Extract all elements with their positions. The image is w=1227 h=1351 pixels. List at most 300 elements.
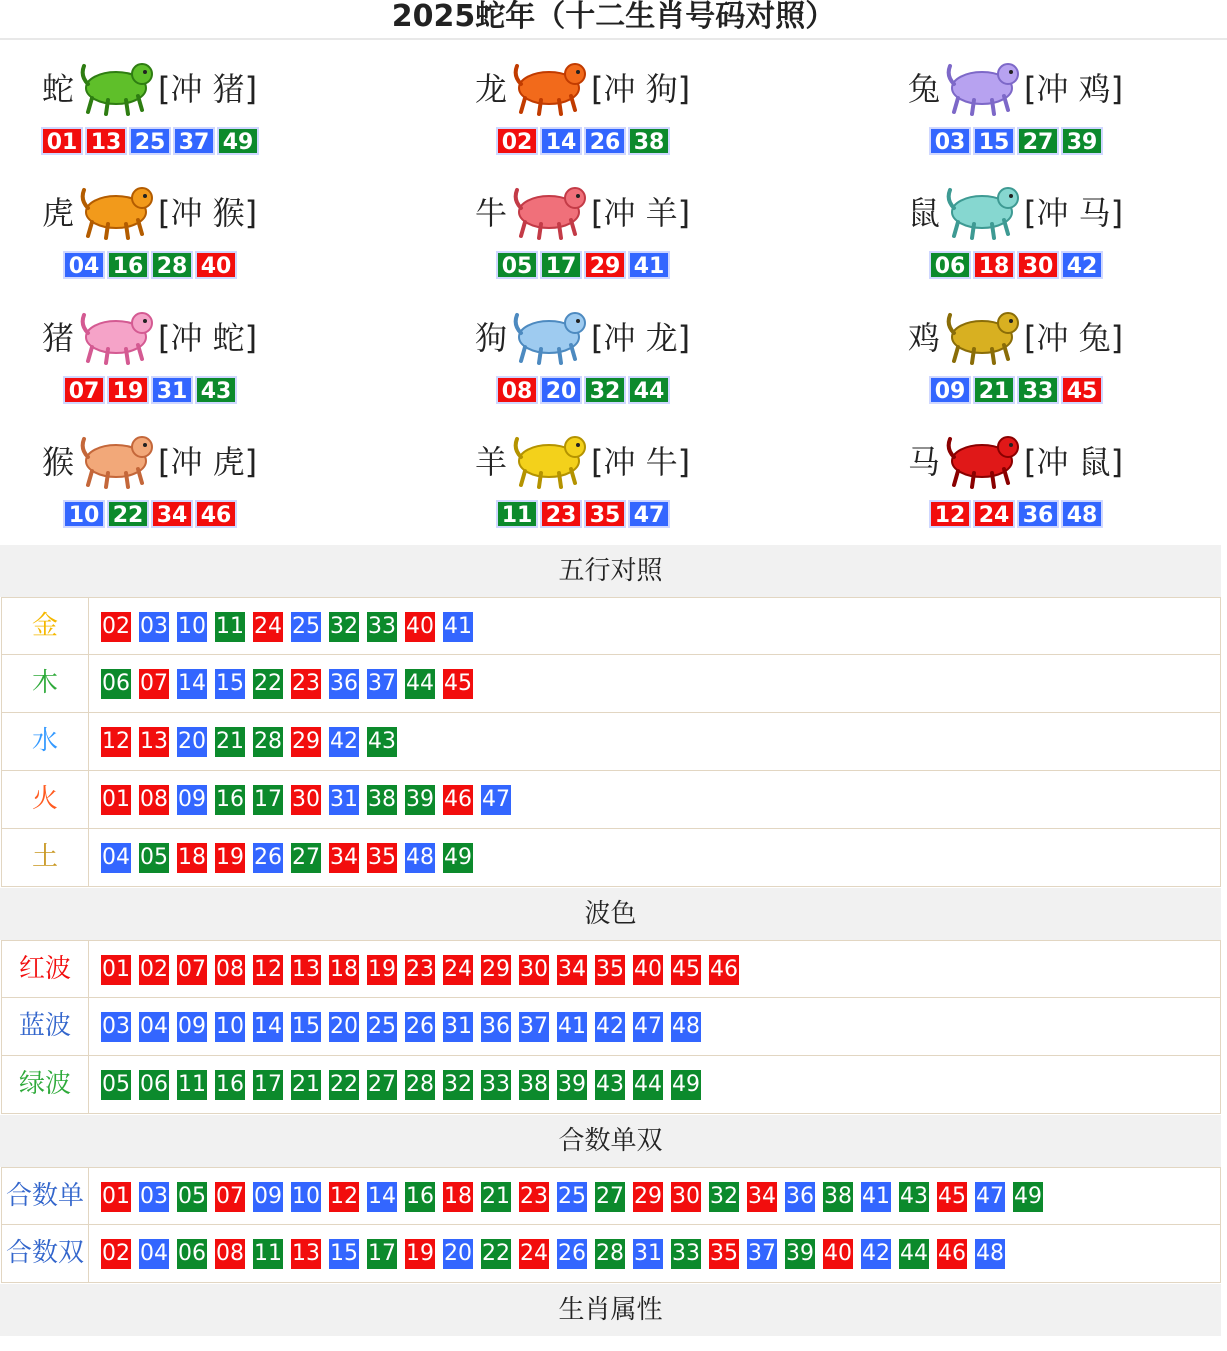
number-cell: 07: [139, 669, 169, 699]
zodiac-cell: [866, 164, 1166, 288]
number-cell: 48: [671, 1012, 701, 1042]
number-cell: 42: [329, 727, 359, 757]
number-cell: 20: [177, 727, 207, 757]
number-ball: 07: [63, 376, 105, 404]
zodiac-numbers: [0, 127, 300, 155]
number-cell: 14: [177, 669, 207, 699]
zodiac-numbers: [433, 127, 733, 155]
zodiac-header: [0, 178, 300, 238]
number-cell: 20: [443, 1239, 473, 1269]
pig-icon: [78, 303, 158, 365]
zodiac-header: [866, 54, 1166, 114]
number-cell: 34: [747, 1182, 777, 1212]
number-cell: 45: [443, 669, 473, 699]
number-ball: 35: [584, 500, 626, 528]
number-cell: 22: [253, 669, 283, 699]
number-cell: 05: [177, 1182, 207, 1212]
table-row: [1, 998, 1221, 1056]
zodiac-name: 猪: [42, 319, 75, 357]
number-cell: 46: [709, 955, 739, 985]
number-ball: 36: [1017, 500, 1059, 528]
zodiac-header: [433, 427, 733, 487]
zodiac-numbers: [866, 127, 1166, 155]
number-cell: 31: [329, 785, 359, 815]
zodiac-clash: [冲 鸡]: [1024, 70, 1124, 108]
number-cell: 35: [709, 1239, 739, 1269]
snake-icon: [78, 54, 158, 116]
number-cell: 39: [405, 785, 435, 815]
number-cell: 31: [633, 1239, 663, 1269]
rat-icon: [944, 178, 1024, 240]
zodiac-header: [866, 178, 1166, 238]
zodiac-clash: [冲 猪]: [158, 70, 258, 108]
number-cell: 21: [215, 727, 245, 757]
zodiac-cell: [433, 40, 733, 164]
number-cell: 37: [367, 669, 397, 699]
number-cell: 24: [519, 1239, 549, 1269]
zodiac-clash: [冲 蛇]: [158, 319, 258, 357]
row-numbers: [101, 612, 481, 642]
row-label: 蓝波: [2, 998, 89, 1055]
table-row: [1, 829, 1221, 887]
rabbit-icon: [944, 54, 1024, 116]
number-cell: 44: [405, 669, 435, 699]
number-cell: 10: [177, 612, 207, 642]
number-cell: 19: [215, 843, 245, 873]
zodiac-numbers: [866, 251, 1166, 279]
number-cell: 07: [215, 1182, 245, 1212]
number-cell: 41: [443, 612, 473, 642]
page-title: 2025蛇年（十二生肖号码对照）: [0, 0, 1227, 40]
number-cell: 22: [329, 1070, 359, 1100]
zodiac-header: [0, 427, 300, 487]
number-ball: 14: [540, 127, 582, 155]
number-ball: 46: [195, 500, 237, 528]
number-cell: 09: [177, 785, 207, 815]
number-cell: 45: [671, 955, 701, 985]
number-ball: 32: [584, 376, 626, 404]
number-cell: 40: [633, 955, 663, 985]
number-ball: 33: [1017, 376, 1059, 404]
table-row: [1, 940, 1221, 998]
number-cell: 04: [101, 843, 131, 873]
number-cell: 13: [291, 955, 321, 985]
number-cell: 05: [139, 843, 169, 873]
number-cell: 02: [101, 1239, 131, 1269]
number-cell: 15: [291, 1012, 321, 1042]
number-cell: 41: [861, 1182, 891, 1212]
number-cell: 26: [253, 843, 283, 873]
section-table: [1, 597, 1221, 887]
zodiac-name: 鼠: [908, 194, 941, 232]
section-table: [1, 1167, 1221, 1283]
number-cell: 13: [139, 727, 169, 757]
number-cell: 40: [823, 1239, 853, 1269]
zodiac-name: 兔: [908, 70, 941, 108]
number-cell: 29: [291, 727, 321, 757]
number-cell: 47: [975, 1182, 1005, 1212]
number-cell: 48: [975, 1239, 1005, 1269]
number-ball: 24: [973, 500, 1015, 528]
table-row: [1, 771, 1221, 829]
number-ball: 08: [496, 376, 538, 404]
section-table: [1, 940, 1221, 1114]
number-cell: 09: [177, 1012, 207, 1042]
row-numbers: [101, 785, 519, 815]
number-ball: 18: [973, 251, 1015, 279]
number-cell: 33: [481, 1070, 511, 1100]
number-cell: 22: [481, 1239, 511, 1269]
number-cell: 44: [899, 1239, 929, 1269]
section-title: 合数单双: [0, 1115, 1221, 1167]
number-cell: 02: [139, 955, 169, 985]
row-numbers: [101, 1070, 709, 1100]
number-ball: 39: [1061, 127, 1103, 155]
table-row: [1, 1225, 1221, 1283]
number-cell: 46: [443, 785, 473, 815]
number-ball: 13: [85, 127, 127, 155]
number-cell: 02: [101, 612, 131, 642]
zodiac-clash: [冲 猴]: [158, 194, 258, 232]
zodiac-name: 蛇: [42, 70, 75, 108]
number-cell: 36: [329, 669, 359, 699]
number-cell: 39: [785, 1239, 815, 1269]
zodiac-cell: [0, 413, 300, 537]
zodiac-name: 羊: [475, 443, 508, 481]
row-label: 土: [2, 829, 89, 886]
zodiac-header: [866, 427, 1166, 487]
number-cell: 27: [367, 1070, 397, 1100]
number-cell: 28: [253, 727, 283, 757]
zodiac-clash: [冲 鼠]: [1024, 443, 1124, 481]
number-cell: 09: [253, 1182, 283, 1212]
number-cell: 30: [671, 1182, 701, 1212]
zodiac-numbers: [866, 500, 1166, 528]
zodiac-header: [866, 303, 1166, 363]
number-ball: 38: [628, 127, 670, 155]
number-cell: 19: [367, 955, 397, 985]
number-cell: 33: [671, 1239, 701, 1269]
number-ball: 26: [584, 127, 626, 155]
row-numbers: [101, 955, 747, 985]
number-cell: 01: [101, 1182, 131, 1212]
number-cell: 26: [557, 1239, 587, 1269]
number-cell: 04: [139, 1239, 169, 1269]
zodiac-cell: [866, 289, 1166, 413]
number-cell: 47: [633, 1012, 663, 1042]
goat-icon: [511, 427, 591, 489]
tiger-icon: [78, 178, 158, 240]
zodiac-name: 马: [908, 443, 941, 481]
zodiac-grid: [0, 40, 1227, 544]
number-cell: 38: [823, 1182, 853, 1212]
number-cell: 23: [519, 1182, 549, 1212]
number-cell: 12: [253, 955, 283, 985]
number-cell: 19: [405, 1239, 435, 1269]
zodiac-clash: [冲 狗]: [591, 70, 691, 108]
zodiac-header: [433, 54, 733, 114]
number-ball: 29: [584, 251, 626, 279]
zodiac-clash: [冲 龙]: [591, 319, 691, 357]
number-ball: 16: [107, 251, 149, 279]
number-cell: 06: [101, 669, 131, 699]
number-ball: 05: [496, 251, 538, 279]
number-cell: 30: [291, 785, 321, 815]
zodiac-clash: [冲 羊]: [591, 194, 691, 232]
zodiac-header: [0, 303, 300, 363]
number-ball: 25: [129, 127, 171, 155]
number-ball: 01: [41, 127, 83, 155]
number-cell: 43: [367, 727, 397, 757]
horse-icon: [944, 427, 1024, 489]
row-label: 绿波: [2, 1056, 89, 1113]
zodiac-cell: [433, 164, 733, 288]
zodiac-numbers: [866, 376, 1166, 404]
number-ball: 19: [107, 376, 149, 404]
zodiac-clash: [冲 马]: [1024, 194, 1124, 232]
zodiac-cell: [433, 413, 733, 537]
row-label: 合数单: [2, 1168, 89, 1224]
number-ball: 06: [929, 251, 971, 279]
number-cell: 28: [595, 1239, 625, 1269]
number-cell: 18: [443, 1182, 473, 1212]
number-cell: 26: [405, 1012, 435, 1042]
row-label: 合数双: [2, 1225, 89, 1282]
row-label: 水: [2, 713, 89, 770]
number-cell: 12: [101, 727, 131, 757]
number-cell: 05: [101, 1070, 131, 1100]
number-cell: 16: [215, 1070, 245, 1100]
number-cell: 36: [481, 1012, 511, 1042]
number-cell: 24: [443, 955, 473, 985]
number-cell: 23: [405, 955, 435, 985]
number-cell: 45: [937, 1182, 967, 1212]
number-cell: 18: [177, 843, 207, 873]
number-ball: 27: [1017, 127, 1059, 155]
number-cell: 10: [215, 1012, 245, 1042]
row-numbers: [101, 1012, 709, 1042]
number-ball: 31: [151, 376, 193, 404]
number-cell: 43: [899, 1182, 929, 1212]
number-ball: 48: [1061, 500, 1103, 528]
section-title: 生肖属性: [0, 1284, 1221, 1336]
number-cell: 16: [405, 1182, 435, 1212]
number-ball: 43: [195, 376, 237, 404]
section-title: 五行对照: [0, 545, 1221, 597]
number-cell: 42: [861, 1239, 891, 1269]
number-cell: 08: [215, 1239, 245, 1269]
number-cell: 36: [785, 1182, 815, 1212]
zodiac-numbers: [433, 500, 733, 528]
number-cell: 15: [329, 1239, 359, 1269]
number-cell: 17: [253, 785, 283, 815]
table-row: [1, 597, 1221, 655]
zodiac-numbers: [0, 251, 300, 279]
number-ball: 34: [151, 500, 193, 528]
table-row: [1, 713, 1221, 771]
number-ball: 04: [63, 251, 105, 279]
zodiac-name: 龙: [475, 70, 508, 108]
number-ball: 22: [107, 500, 149, 528]
number-cell: 44: [633, 1070, 663, 1100]
row-label: 木: [2, 655, 89, 712]
zodiac-name: 牛: [475, 194, 508, 232]
number-ball: 23: [540, 500, 582, 528]
number-cell: 12: [329, 1182, 359, 1212]
number-cell: 37: [519, 1012, 549, 1042]
row-label: 火: [2, 771, 89, 828]
number-cell: 11: [253, 1239, 283, 1269]
number-ball: 17: [540, 251, 582, 279]
number-cell: 11: [177, 1070, 207, 1100]
number-cell: 27: [291, 843, 321, 873]
zodiac-header: [0, 54, 300, 114]
number-cell: 03: [101, 1012, 131, 1042]
number-cell: 41: [557, 1012, 587, 1042]
zodiac-name: 虎: [42, 194, 75, 232]
number-cell: 07: [177, 955, 207, 985]
number-ball: 37: [173, 127, 215, 155]
number-ball: 10: [63, 500, 105, 528]
row-label: 金: [2, 598, 89, 654]
number-cell: 34: [329, 843, 359, 873]
row-numbers: [101, 1182, 1051, 1212]
zodiac-numbers: [0, 500, 300, 528]
number-cell: 08: [139, 785, 169, 815]
row-numbers: [101, 1239, 1013, 1269]
number-ball: 20: [540, 376, 582, 404]
number-cell: 25: [557, 1182, 587, 1212]
number-cell: 46: [937, 1239, 967, 1269]
number-cell: 30: [519, 955, 549, 985]
number-cell: 27: [595, 1182, 625, 1212]
number-cell: 06: [139, 1070, 169, 1100]
zodiac-numbers: [433, 376, 733, 404]
number-cell: 29: [481, 955, 511, 985]
number-cell: 33: [367, 612, 397, 642]
number-cell: 25: [291, 612, 321, 642]
zodiac-cell: [0, 289, 300, 413]
zodiac-cell: [0, 164, 300, 288]
number-cell: 47: [481, 785, 511, 815]
number-cell: 35: [595, 955, 625, 985]
number-ball: 44: [628, 376, 670, 404]
section-title: 波色: [0, 888, 1221, 940]
number-ball: 30: [1017, 251, 1059, 279]
number-ball: 42: [1061, 251, 1103, 279]
number-cell: 18: [329, 955, 359, 985]
row-numbers: [101, 669, 481, 699]
number-cell: 03: [139, 1182, 169, 1212]
zodiac-name: 鸡: [908, 319, 941, 357]
number-cell: 39: [557, 1070, 587, 1100]
number-cell: 32: [443, 1070, 473, 1100]
number-cell: 10: [291, 1182, 321, 1212]
number-cell: 11: [215, 612, 245, 642]
number-cell: 17: [367, 1239, 397, 1269]
zodiac-clash: [冲 兔]: [1024, 319, 1124, 357]
row-numbers: [101, 843, 481, 873]
zodiac-cell: [433, 289, 733, 413]
zodiac-header: [433, 178, 733, 238]
monkey-icon: [78, 427, 158, 489]
number-ball: 03: [929, 127, 971, 155]
number-ball: 45: [1061, 376, 1103, 404]
zodiac-name: 狗: [475, 319, 508, 357]
number-cell: 29: [633, 1182, 663, 1212]
number-ball: 02: [496, 127, 538, 155]
zodiac-cell: [866, 40, 1166, 164]
number-cell: 37: [747, 1239, 777, 1269]
number-cell: 40: [405, 612, 435, 642]
number-cell: 31: [443, 1012, 473, 1042]
number-cell: 20: [329, 1012, 359, 1042]
zodiac-cell: [866, 413, 1166, 537]
rooster-icon: [944, 303, 1024, 365]
number-ball: 49: [217, 127, 259, 155]
row-numbers: [101, 727, 405, 757]
dog-icon: [511, 303, 591, 365]
number-cell: 03: [139, 612, 169, 642]
number-cell: 15: [215, 669, 245, 699]
number-cell: 17: [253, 1070, 283, 1100]
number-cell: 28: [405, 1070, 435, 1100]
number-cell: 23: [291, 669, 321, 699]
number-cell: 49: [443, 843, 473, 873]
zodiac-cell: [0, 40, 300, 164]
zodiac-header: [433, 303, 733, 363]
number-cell: 14: [253, 1012, 283, 1042]
number-ball: 41: [628, 251, 670, 279]
number-ball: 28: [151, 251, 193, 279]
number-cell: 38: [519, 1070, 549, 1100]
number-ball: 15: [973, 127, 1015, 155]
number-cell: 01: [101, 955, 131, 985]
number-cell: 35: [367, 843, 397, 873]
number-cell: 42: [595, 1012, 625, 1042]
zodiac-clash: [冲 虎]: [158, 443, 258, 481]
number-cell: 25: [367, 1012, 397, 1042]
number-cell: 49: [671, 1070, 701, 1100]
number-cell: 32: [329, 612, 359, 642]
number-cell: 14: [367, 1182, 397, 1212]
number-cell: 24: [253, 612, 283, 642]
number-ball: 11: [496, 500, 538, 528]
zodiac-numbers: [0, 376, 300, 404]
number-ball: 47: [628, 500, 670, 528]
number-cell: 43: [595, 1070, 625, 1100]
number-cell: 08: [215, 955, 245, 985]
number-ball: 09: [929, 376, 971, 404]
number-cell: 49: [1013, 1182, 1043, 1212]
table-row: [1, 1056, 1221, 1114]
table-row: [1, 655, 1221, 713]
number-cell: 21: [291, 1070, 321, 1100]
number-ball: 40: [195, 251, 237, 279]
number-cell: 38: [367, 785, 397, 815]
number-cell: 32: [709, 1182, 739, 1212]
number-cell: 16: [215, 785, 245, 815]
dragon-icon: [511, 54, 591, 116]
number-cell: 04: [139, 1012, 169, 1042]
table-row: [1, 1167, 1221, 1225]
number-cell: 01: [101, 785, 131, 815]
number-ball: 12: [929, 500, 971, 528]
number-ball: 21: [973, 376, 1015, 404]
number-cell: 06: [177, 1239, 207, 1269]
number-cell: 13: [291, 1239, 321, 1269]
zodiac-clash: [冲 牛]: [591, 443, 691, 481]
